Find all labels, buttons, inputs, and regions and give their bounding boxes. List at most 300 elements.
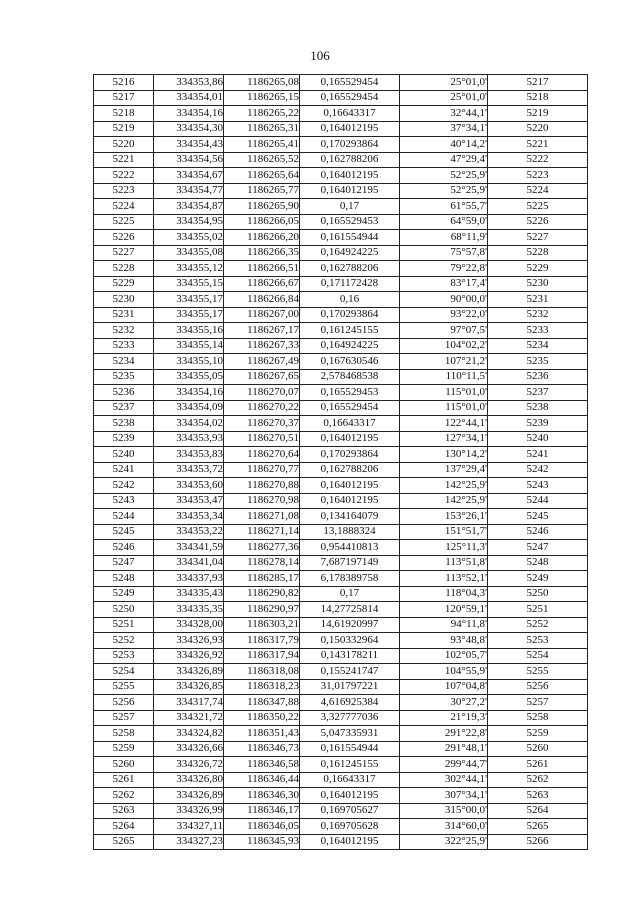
point-number-cell: 5229	[94, 276, 154, 292]
next-point-cell: 5254	[488, 648, 588, 664]
direction-angle-cell: 142°25,9'	[400, 493, 488, 509]
point-number-cell: 5262	[94, 788, 154, 804]
table-row	[94, 354, 588, 370]
point-number-cell: 5227	[94, 245, 154, 261]
next-point-cell: 5265	[488, 819, 588, 835]
point-number-cell: 5234	[94, 354, 154, 370]
table-row	[94, 493, 588, 509]
next-point-cell: 5263	[488, 788, 588, 804]
point-number-cell: 5252	[94, 633, 154, 649]
direction-angle-cell: 118°04,3'	[400, 586, 488, 602]
point-number-cell: 5219	[94, 121, 154, 137]
next-point-cell: 5225	[488, 199, 588, 215]
x-coordinate-cell: 334355,16	[154, 323, 224, 339]
direction-angle-cell: 25°01,0'	[400, 90, 488, 106]
x-coordinate-cell: 334353,86	[154, 75, 224, 91]
y-coordinate-cell: 1186267,00	[224, 307, 300, 323]
y-coordinate-cell: 1186277,36	[224, 540, 300, 556]
y-coordinate-cell: 1186270,64	[224, 447, 300, 463]
distance-cell: 0,17	[300, 199, 400, 215]
point-number-cell: 5218	[94, 106, 154, 122]
x-coordinate-cell: 334354,02	[154, 416, 224, 432]
distance-cell: 0,954410813	[300, 540, 400, 556]
point-number-cell: 5220	[94, 137, 154, 153]
next-point-cell: 5253	[488, 633, 588, 649]
x-coordinate-cell: 334353,60	[154, 478, 224, 494]
point-number-cell: 5247	[94, 555, 154, 571]
table-row	[94, 602, 588, 618]
distance-cell: 0,150332964	[300, 633, 400, 649]
next-point-cell: 5260	[488, 741, 588, 757]
distance-cell: 0,165529454	[300, 90, 400, 106]
x-coordinate-cell: 334321,72	[154, 710, 224, 726]
next-point-cell: 5234	[488, 338, 588, 354]
distance-cell: 0,164012195	[300, 183, 400, 199]
distance-cell: 0,165529453	[300, 385, 400, 401]
x-coordinate-cell: 334326,80	[154, 772, 224, 788]
point-number-cell: 5258	[94, 726, 154, 742]
next-point-cell: 5222	[488, 152, 588, 168]
point-number-cell: 5237	[94, 400, 154, 416]
table-row	[94, 245, 588, 261]
distance-cell: 0,169705628	[300, 819, 400, 835]
x-coordinate-cell: 334354,77	[154, 183, 224, 199]
distance-cell: 0,161554944	[300, 741, 400, 757]
next-point-cell: 5235	[488, 354, 588, 370]
x-coordinate-cell: 334326,72	[154, 757, 224, 773]
point-number-cell: 5265	[94, 834, 154, 850]
y-coordinate-cell: 1186265,22	[224, 106, 300, 122]
direction-angle-cell: 130°14,2'	[400, 447, 488, 463]
y-coordinate-cell: 1186267,33	[224, 338, 300, 354]
y-coordinate-cell: 1186346,05	[224, 819, 300, 835]
point-number-cell: 5253	[94, 648, 154, 664]
table-row	[94, 664, 588, 680]
distance-cell: 0,162788206	[300, 261, 400, 277]
direction-angle-cell: 125°11,3'	[400, 540, 488, 556]
distance-cell: 0,164012195	[300, 168, 400, 184]
point-number-cell: 5222	[94, 168, 154, 184]
next-point-cell: 5218	[488, 90, 588, 106]
direction-angle-cell: 102°05,7'	[400, 648, 488, 664]
direction-angle-cell: 315°00,0'	[400, 803, 488, 819]
point-number-cell: 5254	[94, 664, 154, 680]
direction-angle-cell: 83°17,4'	[400, 276, 488, 292]
distance-cell: 31,01797221	[300, 679, 400, 695]
table-row	[94, 416, 588, 432]
direction-angle-cell: 299°44,7'	[400, 757, 488, 773]
x-coordinate-cell: 334354,95	[154, 214, 224, 230]
x-coordinate-cell: 334354,30	[154, 121, 224, 137]
x-coordinate-cell: 334327,23	[154, 834, 224, 850]
direction-angle-cell: 107°04,8'	[400, 679, 488, 695]
x-coordinate-cell: 334327,11	[154, 819, 224, 835]
point-number-cell: 5263	[94, 803, 154, 819]
direction-angle-cell: 115°01,0'	[400, 400, 488, 416]
next-point-cell: 5244	[488, 493, 588, 509]
table-row	[94, 462, 588, 478]
distance-cell: 0,134164079	[300, 509, 400, 525]
direction-angle-cell: 52°25,9'	[400, 168, 488, 184]
table-row	[94, 276, 588, 292]
y-coordinate-cell: 1186278,14	[224, 555, 300, 571]
y-coordinate-cell: 1186266,51	[224, 261, 300, 277]
y-coordinate-cell: 1186270,07	[224, 385, 300, 401]
distance-cell: 0,171172428	[300, 276, 400, 292]
point-number-cell: 5245	[94, 524, 154, 540]
next-point-cell: 5242	[488, 462, 588, 478]
y-coordinate-cell: 1186270,77	[224, 462, 300, 478]
x-coordinate-cell: 334355,15	[154, 276, 224, 292]
distance-cell: 7,687197149	[300, 555, 400, 571]
y-coordinate-cell: 1186265,08	[224, 75, 300, 91]
table-row	[94, 524, 588, 540]
direction-angle-cell: 30°27,2'	[400, 695, 488, 711]
distance-cell: 6,178389758	[300, 571, 400, 587]
x-coordinate-cell: 334317,74	[154, 695, 224, 711]
direction-angle-cell: 40°14,2'	[400, 137, 488, 153]
y-coordinate-cell: 1186318,23	[224, 679, 300, 695]
x-coordinate-cell: 334335,35	[154, 602, 224, 618]
x-coordinate-cell: 334341,59	[154, 540, 224, 556]
next-point-cell: 5255	[488, 664, 588, 680]
direction-angle-cell: 75°57,8'	[400, 245, 488, 261]
next-point-cell: 5229	[488, 261, 588, 277]
x-coordinate-cell: 334354,16	[154, 106, 224, 122]
y-coordinate-cell: 1186270,51	[224, 431, 300, 447]
direction-angle-cell: 93°22,0'	[400, 307, 488, 323]
point-number-cell: 5231	[94, 307, 154, 323]
y-coordinate-cell: 1186265,90	[224, 199, 300, 215]
y-coordinate-cell: 1186290,97	[224, 602, 300, 618]
table-row	[94, 586, 588, 602]
point-number-cell: 5240	[94, 447, 154, 463]
direction-angle-cell: 151°51,7'	[400, 524, 488, 540]
y-coordinate-cell: 1186266,20	[224, 230, 300, 246]
distance-cell: 0,164012195	[300, 478, 400, 494]
table-row	[94, 292, 588, 308]
next-point-cell: 5240	[488, 431, 588, 447]
point-number-cell: 5248	[94, 571, 154, 587]
point-number-cell: 5261	[94, 772, 154, 788]
point-number-cell: 5230	[94, 292, 154, 308]
next-point-cell: 5247	[488, 540, 588, 556]
distance-cell: 0,16643317	[300, 416, 400, 432]
distance-cell: 13,1888324	[300, 524, 400, 540]
distance-cell: 4,616925384	[300, 695, 400, 711]
x-coordinate-cell: 334326,85	[154, 679, 224, 695]
direction-angle-cell: 113°52,1'	[400, 571, 488, 587]
x-coordinate-cell: 334353,93	[154, 431, 224, 447]
x-coordinate-cell: 334355,12	[154, 261, 224, 277]
point-number-cell: 5244	[94, 509, 154, 525]
table-row	[94, 633, 588, 649]
direction-angle-cell: 291°48,1'	[400, 741, 488, 757]
point-number-cell: 5217	[94, 90, 154, 106]
x-coordinate-cell: 334355,02	[154, 230, 224, 246]
direction-angle-cell: 37°34,1'	[400, 121, 488, 137]
point-number-cell: 5242	[94, 478, 154, 494]
coordinates-table	[93, 74, 588, 850]
table-row	[94, 679, 588, 695]
next-point-cell: 5246	[488, 524, 588, 540]
x-coordinate-cell: 334354,16	[154, 385, 224, 401]
table-row	[94, 323, 588, 339]
x-coordinate-cell: 334355,05	[154, 369, 224, 385]
y-coordinate-cell: 1186346,73	[224, 741, 300, 757]
next-point-cell: 5262	[488, 772, 588, 788]
y-coordinate-cell: 1186347,88	[224, 695, 300, 711]
distance-cell: 0,161554944	[300, 230, 400, 246]
next-point-cell: 5224	[488, 183, 588, 199]
distance-cell: 2,578468538	[300, 369, 400, 385]
next-point-cell: 5261	[488, 757, 588, 773]
x-coordinate-cell: 334354,56	[154, 152, 224, 168]
next-point-cell: 5256	[488, 679, 588, 695]
distance-cell: 0,161245155	[300, 757, 400, 773]
distance-cell: 0,16	[300, 292, 400, 308]
next-point-cell: 5251	[488, 602, 588, 618]
distance-cell: 0,162788206	[300, 462, 400, 478]
table-row	[94, 726, 588, 742]
x-coordinate-cell: 334355,10	[154, 354, 224, 370]
distance-cell: 0,162788206	[300, 152, 400, 168]
table-row	[94, 168, 588, 184]
point-number-cell: 5223	[94, 183, 154, 199]
next-point-cell: 5230	[488, 276, 588, 292]
y-coordinate-cell: 1186265,64	[224, 168, 300, 184]
point-number-cell: 5241	[94, 462, 154, 478]
table-row	[94, 447, 588, 463]
y-coordinate-cell: 1186345,93	[224, 834, 300, 850]
table-row	[94, 617, 588, 633]
table-row	[94, 741, 588, 757]
next-point-cell: 5237	[488, 385, 588, 401]
distance-cell: 0,16643317	[300, 106, 400, 122]
direction-angle-cell: 25°01,0'	[400, 75, 488, 91]
direction-angle-cell: 104°02,2'	[400, 338, 488, 354]
x-coordinate-cell: 334354,43	[154, 137, 224, 153]
y-coordinate-cell: 1186270,22	[224, 400, 300, 416]
next-point-cell: 5252	[488, 617, 588, 633]
point-number-cell: 5238	[94, 416, 154, 432]
y-coordinate-cell: 1186267,65	[224, 369, 300, 385]
table-row	[94, 431, 588, 447]
direction-angle-cell: 115°01,0'	[400, 385, 488, 401]
table-row	[94, 338, 588, 354]
table-row	[94, 772, 588, 788]
y-coordinate-cell: 1186265,52	[224, 152, 300, 168]
table-row	[94, 555, 588, 571]
direction-angle-cell: 52°25,9'	[400, 183, 488, 199]
direction-angle-cell: 291°22,8'	[400, 726, 488, 742]
table-row	[94, 121, 588, 137]
next-point-cell: 5226	[488, 214, 588, 230]
table-row	[94, 385, 588, 401]
y-coordinate-cell: 1186267,17	[224, 323, 300, 339]
table-row	[94, 75, 588, 91]
x-coordinate-cell: 334335,43	[154, 586, 224, 602]
point-number-cell: 5264	[94, 819, 154, 835]
x-coordinate-cell: 334353,72	[154, 462, 224, 478]
x-coordinate-cell: 334337,93	[154, 571, 224, 587]
x-coordinate-cell: 334326,66	[154, 741, 224, 757]
table-row	[94, 509, 588, 525]
table-row	[94, 183, 588, 199]
next-point-cell: 5259	[488, 726, 588, 742]
direction-angle-cell: 94°11,8'	[400, 617, 488, 633]
table-row	[94, 369, 588, 385]
table-row	[94, 788, 588, 804]
point-number-cell: 5251	[94, 617, 154, 633]
distance-cell: 0,161245155	[300, 323, 400, 339]
distance-cell: 14,27725814	[300, 602, 400, 618]
direction-angle-cell: 127°34,1'	[400, 431, 488, 447]
point-number-cell: 5243	[94, 493, 154, 509]
distance-cell: 0,170293864	[300, 137, 400, 153]
point-number-cell: 5225	[94, 214, 154, 230]
x-coordinate-cell: 334353,83	[154, 447, 224, 463]
y-coordinate-cell: 1186265,77	[224, 183, 300, 199]
direction-angle-cell: 142°25,9'	[400, 478, 488, 494]
next-point-cell: 5223	[488, 168, 588, 184]
direction-angle-cell: 307°34,1'	[400, 788, 488, 804]
table-row	[94, 307, 588, 323]
next-point-cell: 5232	[488, 307, 588, 323]
y-coordinate-cell: 1186346,17	[224, 803, 300, 819]
y-coordinate-cell: 1186317,94	[224, 648, 300, 664]
table-row	[94, 90, 588, 106]
table-row	[94, 710, 588, 726]
y-coordinate-cell: 1186265,15	[224, 90, 300, 106]
next-point-cell: 5266	[488, 834, 588, 850]
x-coordinate-cell: 334326,93	[154, 633, 224, 649]
point-number-cell: 5250	[94, 602, 154, 618]
point-number-cell: 5228	[94, 261, 154, 277]
x-coordinate-cell: 334355,08	[154, 245, 224, 261]
next-point-cell: 5241	[488, 447, 588, 463]
distance-cell: 0,164924225	[300, 245, 400, 261]
point-number-cell: 5259	[94, 741, 154, 757]
point-number-cell: 5256	[94, 695, 154, 711]
table-row	[94, 834, 588, 850]
table-row	[94, 478, 588, 494]
distance-cell: 0,164012195	[300, 788, 400, 804]
point-number-cell: 5257	[94, 710, 154, 726]
table-row	[94, 540, 588, 556]
x-coordinate-cell: 334353,22	[154, 524, 224, 540]
direction-angle-cell: 47°29,4'	[400, 152, 488, 168]
x-coordinate-cell: 334354,01	[154, 90, 224, 106]
distance-cell: 14,61920997	[300, 617, 400, 633]
x-coordinate-cell: 334326,89	[154, 788, 224, 804]
direction-angle-cell: 153°26,1'	[400, 509, 488, 525]
x-coordinate-cell: 334353,47	[154, 493, 224, 509]
table-row	[94, 106, 588, 122]
y-coordinate-cell: 1186350,22	[224, 710, 300, 726]
direction-angle-cell: 97°07,5'	[400, 323, 488, 339]
y-coordinate-cell: 1186266,35	[224, 245, 300, 261]
x-coordinate-cell: 334355,14	[154, 338, 224, 354]
distance-cell: 0,170293864	[300, 447, 400, 463]
next-point-cell: 5245	[488, 509, 588, 525]
next-point-cell: 5249	[488, 571, 588, 587]
direction-angle-cell: 302°44,1'	[400, 772, 488, 788]
point-number-cell: 5216	[94, 75, 154, 91]
table-row	[94, 137, 588, 153]
x-coordinate-cell: 334324,82	[154, 726, 224, 742]
y-coordinate-cell: 1186346,30	[224, 788, 300, 804]
next-point-cell: 5233	[488, 323, 588, 339]
next-point-cell: 5219	[488, 106, 588, 122]
direction-angle-cell: 32°44,1'	[400, 106, 488, 122]
x-coordinate-cell: 334354,09	[154, 400, 224, 416]
y-coordinate-cell: 1186270,98	[224, 493, 300, 509]
distance-cell: 0,167630546	[300, 354, 400, 370]
next-point-cell: 5257	[488, 695, 588, 711]
x-coordinate-cell: 334355,17	[154, 307, 224, 323]
y-coordinate-cell: 1186266,84	[224, 292, 300, 308]
x-coordinate-cell: 334353,34	[154, 509, 224, 525]
y-coordinate-cell: 1186266,05	[224, 214, 300, 230]
next-point-cell: 5220	[488, 121, 588, 137]
direction-angle-cell: 122°44,1'	[400, 416, 488, 432]
direction-angle-cell: 61°55,7'	[400, 199, 488, 215]
direction-angle-cell: 104°55,9'	[400, 664, 488, 680]
y-coordinate-cell: 1186270,37	[224, 416, 300, 432]
direction-angle-cell: 68°11,9'	[400, 230, 488, 246]
distance-cell: 0,165529454	[300, 75, 400, 91]
distance-cell: 0,165529454	[300, 400, 400, 416]
y-coordinate-cell: 1186271,14	[224, 524, 300, 540]
next-point-cell: 5243	[488, 478, 588, 494]
x-coordinate-cell: 334341,04	[154, 555, 224, 571]
next-point-cell: 5231	[488, 292, 588, 308]
point-number-cell: 5226	[94, 230, 154, 246]
next-point-cell: 5221	[488, 137, 588, 153]
distance-cell: 0,164012195	[300, 121, 400, 137]
direction-angle-cell: 322°25,9'	[400, 834, 488, 850]
direction-angle-cell: 79°22,8'	[400, 261, 488, 277]
distance-cell: 0,17	[300, 586, 400, 602]
y-coordinate-cell: 1186267,49	[224, 354, 300, 370]
point-number-cell: 5260	[94, 757, 154, 773]
table-row	[94, 261, 588, 277]
table-row	[94, 571, 588, 587]
next-point-cell: 5250	[488, 586, 588, 602]
distance-cell: 0,164012195	[300, 431, 400, 447]
distance-cell: 3,327777036	[300, 710, 400, 726]
point-number-cell: 5224	[94, 199, 154, 215]
distance-cell: 0,164924225	[300, 338, 400, 354]
y-coordinate-cell: 1186346,44	[224, 772, 300, 788]
distance-cell: 0,169705627	[300, 803, 400, 819]
point-number-cell: 5232	[94, 323, 154, 339]
y-coordinate-cell: 1186266,67	[224, 276, 300, 292]
distance-cell: 0,165529453	[300, 214, 400, 230]
direction-angle-cell: 21°19,3'	[400, 710, 488, 726]
y-coordinate-cell: 1186265,41	[224, 137, 300, 153]
point-number-cell: 5235	[94, 369, 154, 385]
next-point-cell: 5239	[488, 416, 588, 432]
table-row	[94, 214, 588, 230]
table-row	[94, 695, 588, 711]
direction-angle-cell: 64°59,0'	[400, 214, 488, 230]
x-coordinate-cell: 334326,89	[154, 664, 224, 680]
next-point-cell: 5248	[488, 555, 588, 571]
table-row	[94, 803, 588, 819]
direction-angle-cell: 113°51,8'	[400, 555, 488, 571]
